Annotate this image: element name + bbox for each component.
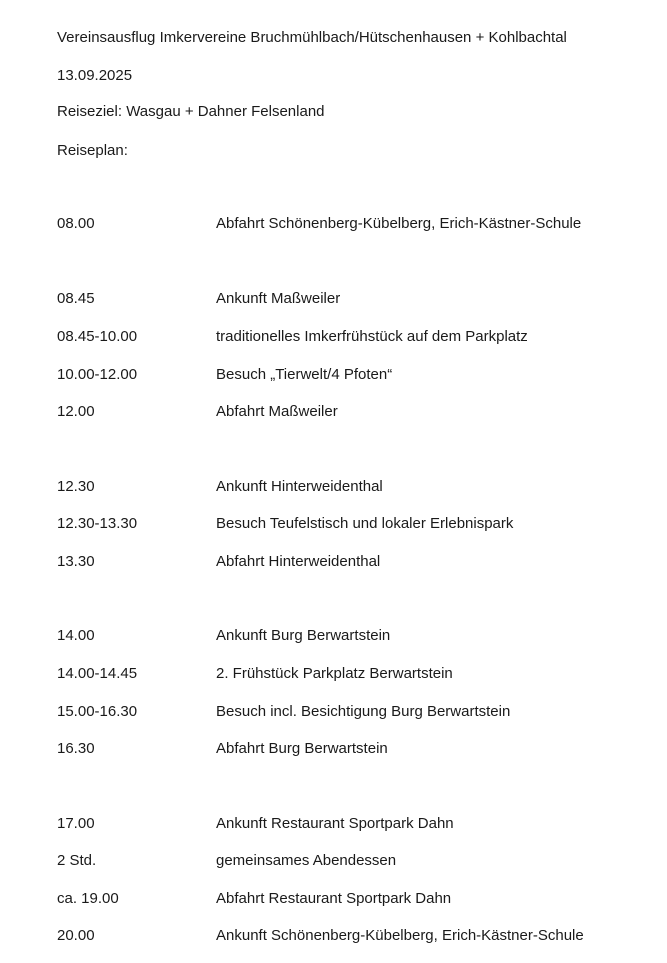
- schedule-row: [57, 289, 657, 309]
- schedule-activity: Ankunft Burg Berwartstein: [216, 627, 391, 644]
- schedule-activity: Abfahrt Maßweiler: [216, 403, 338, 420]
- document-title: Vereinsausflug Imkervereine Bruchmühlbach/Hütschenhausen + Kohlbachtal: [57, 29, 567, 46]
- schedule-time: 12.30-13.30: [57, 515, 138, 532]
- schedule-row: [57, 327, 657, 347]
- schedule-row: [57, 514, 657, 534]
- schedule-time: 08.45: [57, 290, 95, 307]
- schedule-row: [57, 889, 657, 909]
- schedule-row: [57, 626, 657, 646]
- schedule-activity: traditionelles Imkerfrühstück auf dem Parkplatz: [216, 328, 528, 345]
- schedule-time: 2 Std.: [57, 852, 97, 869]
- schedule-activity: 2. Frühstück Parkplatz Berwartstein: [216, 665, 453, 682]
- schedule-activity: Abfahrt Burg Berwartstein: [216, 740, 388, 757]
- schedule-time: 14.00: [57, 627, 95, 644]
- schedule-time: 16.30: [57, 740, 95, 757]
- trip-date: 13.09.2025: [57, 67, 133, 84]
- trip-destination: Reiseziel: Wasgau + Dahner Felsenland: [57, 103, 325, 120]
- schedule-row: [57, 702, 657, 722]
- schedule-activity: Ankunft Restaurant Sportpark Dahn: [216, 815, 454, 832]
- schedule-time: 17.00: [57, 815, 95, 832]
- schedule-row: [57, 664, 657, 684]
- schedule-row: [57, 365, 657, 385]
- schedule-activity: gemeinsames Abendessen: [216, 852, 397, 869]
- schedule-row: [57, 851, 657, 871]
- schedule-row: [57, 214, 657, 234]
- schedule-activity: Ankunft Schönenberg-Kübelberg, Erich-Kästner-Schule: [216, 927, 584, 944]
- schedule-activity: Abfahrt Restaurant Sportpark Dahn: [216, 890, 452, 907]
- schedule-row: [57, 739, 657, 759]
- schedule-time: 14.00-14.45: [57, 665, 138, 682]
- schedule-time: 20.00: [57, 927, 95, 944]
- schedule-activity: Ankunft Hinterweidenthal: [216, 478, 383, 495]
- schedule-activity: Abfahrt Hinterweidenthal: [216, 553, 381, 570]
- schedule-time: ca. 19.00: [57, 890, 119, 907]
- schedule-time: 12.30: [57, 478, 95, 495]
- schedule-row: [57, 402, 657, 422]
- schedule-activity: Besuch „Tierwelt/4 Pfoten“: [216, 366, 393, 383]
- schedule-activity: Besuch Teufelstisch und lokaler Erlebnispark: [216, 515, 514, 532]
- schedule-row: [57, 814, 657, 834]
- schedule-activity: Besuch incl. Besichtigung Burg Berwartstein: [216, 703, 511, 720]
- plan-label: Reiseplan:: [57, 142, 128, 159]
- schedule-time: 15.00-16.30: [57, 703, 138, 720]
- schedule-row: [57, 926, 657, 946]
- schedule-time: 13.30: [57, 553, 95, 570]
- schedule-row: [57, 552, 657, 572]
- schedule-activity: Ankunft Maßweiler: [216, 290, 341, 307]
- schedule-time: 08.00: [57, 215, 95, 232]
- schedule-activity: Abfahrt Schönenberg-Kübelberg, Erich-Kästner-Schule: [216, 215, 582, 232]
- schedule-time: 08.45-10.00: [57, 328, 138, 345]
- schedule-row: [57, 477, 657, 497]
- schedule-time: 12.00: [57, 403, 95, 420]
- schedule-time: 10.00-12.00: [57, 366, 138, 383]
